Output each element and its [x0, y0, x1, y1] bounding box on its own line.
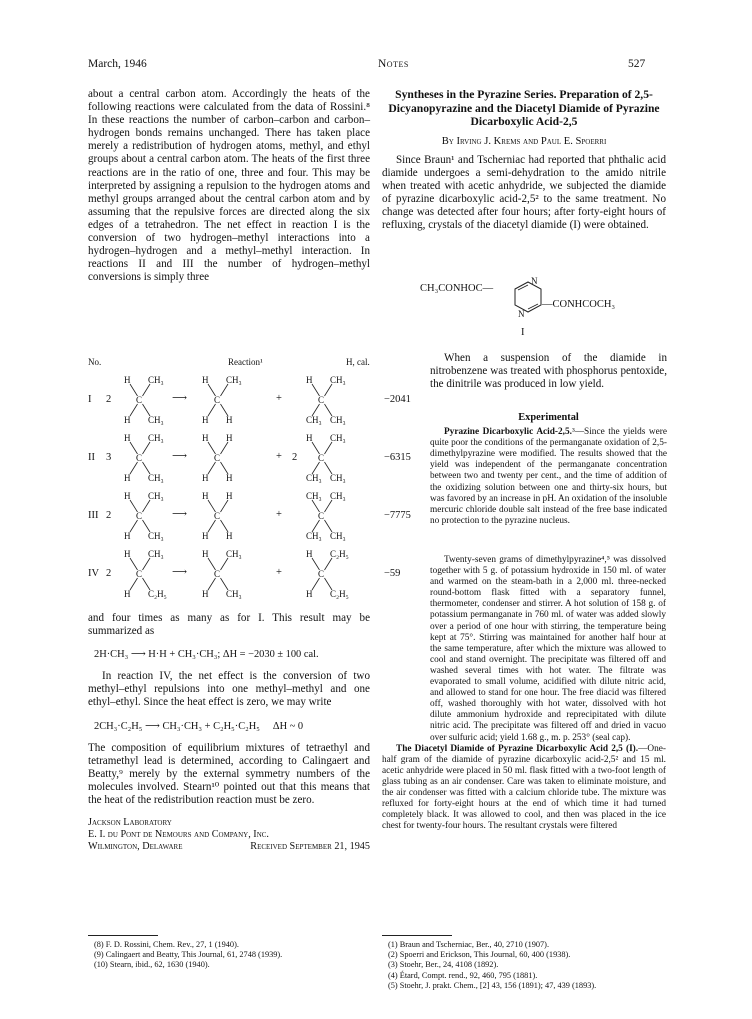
reaction-coefficient: 2	[106, 394, 112, 405]
paragraph-reaction-iv: In reaction IV, the net effect is the conversion of two methyl–ethyl repulsions into one methyl–methyl and one ethyl–ethyl. Since the heat effect is zero, we may write	[88, 670, 370, 709]
central-carbon: C	[318, 569, 325, 579]
substituent-bottom-right: C₂H₅	[148, 589, 167, 599]
substituent-bottom-left: H	[306, 589, 313, 599]
substituent-bottom-left: H	[202, 589, 209, 599]
substituent-bottom-right: CH₃	[148, 473, 164, 483]
substituent-top-right: CH₃	[226, 549, 242, 559]
substituent-top-left: H	[124, 491, 131, 501]
page-number: 527	[628, 58, 646, 70]
diacid-text: ³—Since the yields were quite poor the conditions of the permanganate oxidation of 2,5-dimethylpyrazine were modified. The results showed that the yield was independent of the permanganate concentration between two and twenty per cent., and the time of addition of the oxidizing solution between one and thirty-six hours, but was favored by an increase in pH. An oxidation of the insoluble mercuric chloride double salt instead of the free base indicated no protection to the pyrazine nucleus.	[430, 427, 668, 526]
reaction-row-1	[88, 370, 418, 428]
reaction-coefficient: 2	[106, 510, 112, 521]
substituent-top-right: CH₃	[330, 491, 346, 501]
substituent-bottom-left: H	[124, 589, 131, 599]
affiliation	[88, 817, 370, 853]
affiliation-city: Wilmington, Delaware	[88, 841, 183, 853]
substituent-bottom-right: CH₃	[148, 531, 164, 541]
left-column-intro	[88, 88, 370, 284]
reaction-row-4	[88, 544, 418, 602]
substituent-bottom-left: H	[202, 473, 209, 483]
substituent-top-right: CH₃	[330, 375, 346, 385]
central-carbon: C	[214, 511, 221, 521]
left-column-conclusion	[88, 612, 370, 853]
diacetyl-text: —One-half gram of the diamide of pyrazine dicarboxylic acid-2,5² and 15 ml. acetic anhydride were placed in 50 ml. flask fitted with a two-foot length of glass tubing as an air condenser. Care was taken to eliminate moisture, and the air condenser was fitted with a calcium chloride tube. The mixture was refluxed for forty-eight hours at the end of which time it had turned completely black. It was allowed to cool, and then was placed in the ice chest for twenty-four hours. The resultant crystals were filtered	[382, 743, 666, 832]
article-title: Syntheses in the Pyrazine Series. Preparation of 2,5-Dicyanopyrazine and the Diacetyl Diamide of Pyrazine Dicarboxylic Acid-2,5	[388, 88, 660, 128]
central-carbon: C	[318, 511, 325, 521]
substituent-left: CH₃CONHOC—	[420, 283, 494, 294]
substituent-top-left: H	[306, 375, 313, 385]
substituent-bottom-right: CH₃	[330, 473, 346, 483]
substituent-bottom-right: H	[226, 473, 233, 483]
substituent-top-right: CH₃	[226, 375, 242, 385]
footnote-5: (5) Stoehr, J. prakt. Chem., [2] 43, 156 (1891); 47, 439 (1893).	[388, 980, 597, 990]
received-date: Received September 21, 1945	[250, 841, 370, 853]
central-carbon: C	[214, 453, 221, 463]
paragraph-braun: Since Braun¹ and Tscherniac had reported that phthalic acid diamide undergoes a semi-dehydration to the amido nitrile when treated with acetic anhydride, we subjected the diamide of pyrazine dicarboxylic acid-2,5² to the same treatment. No change was detected after four hours; after forty-eight hours of refluxing, crystals of the diacetyl diamide (I) were obtained.	[382, 153, 666, 232]
central-carbon: C	[214, 395, 221, 405]
affiliation-lab: Jackson Laboratory	[88, 817, 172, 829]
substituent-bottom-left: CH₃	[306, 415, 322, 425]
affiliation-location-row	[88, 841, 370, 853]
substituent-bottom-left: H	[202, 531, 209, 541]
running-header-date: March, 1946	[88, 58, 147, 70]
substituent-bottom-right: CH₃	[330, 531, 346, 541]
diacetyl-heading: The Diacetyl Diamide of Pyrazine Dicarboxylic Acid 2,5 (I).	[396, 743, 639, 754]
reaction-heat: −59	[384, 568, 401, 579]
substituent-bottom-left: H	[124, 415, 131, 425]
substituent-bottom-right: CH₃	[330, 415, 346, 425]
reaction-row-2	[88, 428, 418, 486]
substituent-top-left: CH₃	[306, 491, 322, 501]
running-header-section: Notes	[378, 58, 409, 70]
pyrazine-structure	[420, 275, 670, 345]
plus-sign: +	[276, 393, 282, 404]
ring-nitrogen-top: N	[531, 276, 538, 286]
substituent-top-left: H	[306, 549, 313, 559]
reaction-number: III	[88, 510, 99, 521]
footnote-9: (9) Calingaert and Beatty, This Journal, 61, 2748 (1939).	[94, 950, 283, 960]
reaction-heat: −2041	[384, 394, 411, 405]
paragraph-summary: and four times as many as for I. This result may be summarized as	[88, 612, 370, 638]
substituent-bottom-right: H	[226, 531, 233, 541]
substituent-bottom-left: H	[124, 473, 131, 483]
substituent-top-right: CH₃	[148, 491, 164, 501]
central-carbon: C	[136, 395, 143, 405]
affiliation-company: E. I. du Pont de Nemours and Company, Inc.	[88, 829, 269, 841]
footnote-10: (10) Stearn, ibid., 62, 1630 (1940).	[94, 960, 210, 970]
table-head-reaction: Reaction¹	[228, 357, 263, 367]
reaction-number: IV	[88, 568, 100, 579]
substituent-top-left: H	[306, 433, 313, 443]
plus-sign: +	[276, 451, 282, 462]
right-column-top	[382, 88, 666, 232]
reaction-number: II	[88, 452, 95, 463]
footnotes-left	[94, 940, 374, 971]
substituent-bottom-left: CH₃	[306, 473, 322, 483]
reaction-arrow: ⟶	[172, 451, 188, 462]
plus-sign: +	[276, 509, 282, 520]
paragraph-diacid-intro	[430, 427, 667, 527]
reaction-number: I	[88, 394, 92, 405]
compound-label: I	[521, 327, 525, 338]
equation-ethyl: 2CH₃·C₂H₅ ⟶ CH₃·CH₃ + C₂H₅·C₂H₅ ΔH ~ 0	[94, 720, 304, 732]
reaction-table	[88, 356, 418, 604]
equation-methyl: 2H·CH₃ ⟶ H·H + CH₃·CH₃; ΔH = −2030 ± 100 cal.	[94, 649, 319, 661]
diacid-heading: Pyrazine Dicarboxylic Acid-2,5.	[444, 427, 572, 438]
substituent-top-left: H	[124, 375, 131, 385]
product-coefficient: 2	[292, 452, 298, 463]
substituent-top-right: CH₃	[148, 549, 164, 559]
reaction-coefficient: 2	[106, 568, 112, 579]
substituent-right: —CONHCOCH₃	[542, 299, 616, 310]
table-head-heat: H, cal.	[346, 357, 370, 367]
substituent-top-left: H	[202, 433, 209, 443]
central-carbon: C	[318, 453, 325, 463]
footnote-2: (2) Spoerri and Erickson, This Journal, 60, 400 (1938).	[388, 950, 571, 960]
substituent-bottom-left: CH₃	[306, 531, 322, 541]
footnote-1: (1) Braun and Tscherniac, Ber., 40, 2710 (1907).	[388, 940, 550, 949]
paragraph-procedure: Twenty-seven grams of dimethylpyrazine⁴,⁵ was dissolved together with 5 g. of potassium hydroxide in 150 ml. of water and warmed on the steam-bath in a 2,000 ml. three-necked round-bottom flask fitted with a separatory funnel, thermometer, condenser and stirrer. A hot solution of 158 g. of potassium permanganate in 760 ml. of water was added slowly over a period of one hour with stirring, the temperature being kept at 75°. Stirring was maintained for another half hour at the same temperature, after which the mixture was allowed to cool and stand overnight. The precipitate was filtered off and washed several times with hot water. The filtrate was evaporated to small volume, acidified with dilute nitric acid, and allowed to stand for one hour. The free diacid was filtered off, washed thoroughly with hot water, dissolved with hot dilute ammonium hydroxide and reprecipitated with dilute nitric acid. The precipitate was filtered off and dried in vacuo over sulfuric acid; yield 1.68 g., m. p. 253° (seal cap).	[430, 555, 666, 743]
plus-sign: +	[276, 567, 282, 578]
reaction-heat: −7775	[384, 510, 411, 521]
central-carbon: C	[136, 453, 143, 463]
substituent-top-right: H	[226, 491, 233, 501]
substituent-top-right: CH₃	[148, 433, 164, 443]
footnote-8: (8) F. D. Rossini, Chem. Rev., 27, 1 (1940).	[94, 940, 239, 949]
ring-nitrogen-bottom: N	[518, 309, 525, 319]
central-carbon: C	[214, 569, 221, 579]
reaction-arrow: ⟶	[172, 393, 188, 404]
experimental-heading: Experimental	[518, 412, 579, 423]
footnote-rule-right	[382, 935, 452, 936]
substituent-bottom-left: H	[202, 415, 209, 425]
reaction-row-3	[88, 486, 418, 544]
substituent-top-right: H	[226, 433, 233, 443]
footnote-rule-left	[88, 935, 158, 936]
reaction-arrow: ⟶	[172, 509, 188, 520]
footnote-4: (4) Étard, Compt. rend., 92, 460, 795 (1881).	[388, 970, 538, 980]
reaction-heat: −6315	[384, 452, 411, 463]
substituent-top-left: H	[202, 549, 209, 559]
paragraph-dinitrile: When a suspension of the diamide in nitrobenzene was treated with phosphorus pentoxide, the dinitrile was produced in low yield.	[430, 352, 667, 391]
central-carbon: C	[136, 569, 143, 579]
footnote-3: (3) Stoehr, Ber., 24, 4108 (1892).	[388, 960, 499, 970]
paragraph-lead: The composition of equilibrium mixtures of tetraethyl and tetramethyl lead is determined, according to Calingaert and Beatty,⁹ merely by the external symmetry numbers of the molecules involved. Stearn¹⁰ pointed out that this means that the heat of the redistribution reaction must be zero.	[88, 741, 370, 807]
footnotes-right	[388, 940, 668, 991]
substituent-bottom-left: H	[124, 531, 131, 541]
substituent-top-left: H	[202, 491, 209, 501]
paragraph-rossini: about a central carbon atom. Accordingly the heats of the following reactions were calculated from the data of Rossini.⁸ In these reactions the number of carbon–carbon and carbon–hydrogen bonds remains unchanged. There has taken place merely a redistribution of hydrogen atoms, methyl, and ethyl groups about a central carbon atom. The heats of the first three reactions are in the ratio of one, three and four. This may be interpreted by assigning a repulsion to the hydrogen atoms and methyl groups arranged about the central carbon atom and by assuming that the repulsive forces are directed along the six edges of a tetrahedron. The net effect in reaction I is the conversion of two hydrogen–methyl interactions into a hydrogen–hydrogen and a methyl–methyl interaction. In reactions II and III the number of hydrogen–methyl conversions is simply three	[88, 88, 370, 284]
substituent-bottom-right: C₂H₅	[330, 589, 349, 599]
paragraph-diacetyl	[382, 744, 666, 833]
reaction-arrow: ⟶	[172, 567, 188, 578]
procedure-section	[382, 555, 666, 832]
substituent-bottom-right: CH₃	[148, 415, 164, 425]
central-carbon: C	[318, 395, 325, 405]
reaction-coefficient: 3	[106, 452, 112, 463]
right-column-dinitrile	[430, 352, 667, 391]
substituent-top-right: CH₃	[148, 375, 164, 385]
substituent-top-left: H	[124, 549, 131, 559]
article-authors: By Irving J. Krems and Paul E. Spoerri	[441, 135, 607, 147]
substituent-top-right: CH₃	[330, 433, 346, 443]
substituent-bottom-right: H	[226, 415, 233, 425]
substituent-top-left: H	[202, 375, 209, 385]
central-carbon: C	[136, 511, 143, 521]
table-head-no: No.	[88, 357, 102, 367]
substituent-bottom-right: CH₃	[226, 589, 242, 599]
substituent-top-left: H	[124, 433, 131, 443]
substituent-top-right: C₂H₅	[330, 549, 349, 559]
experimental-section	[430, 412, 667, 527]
